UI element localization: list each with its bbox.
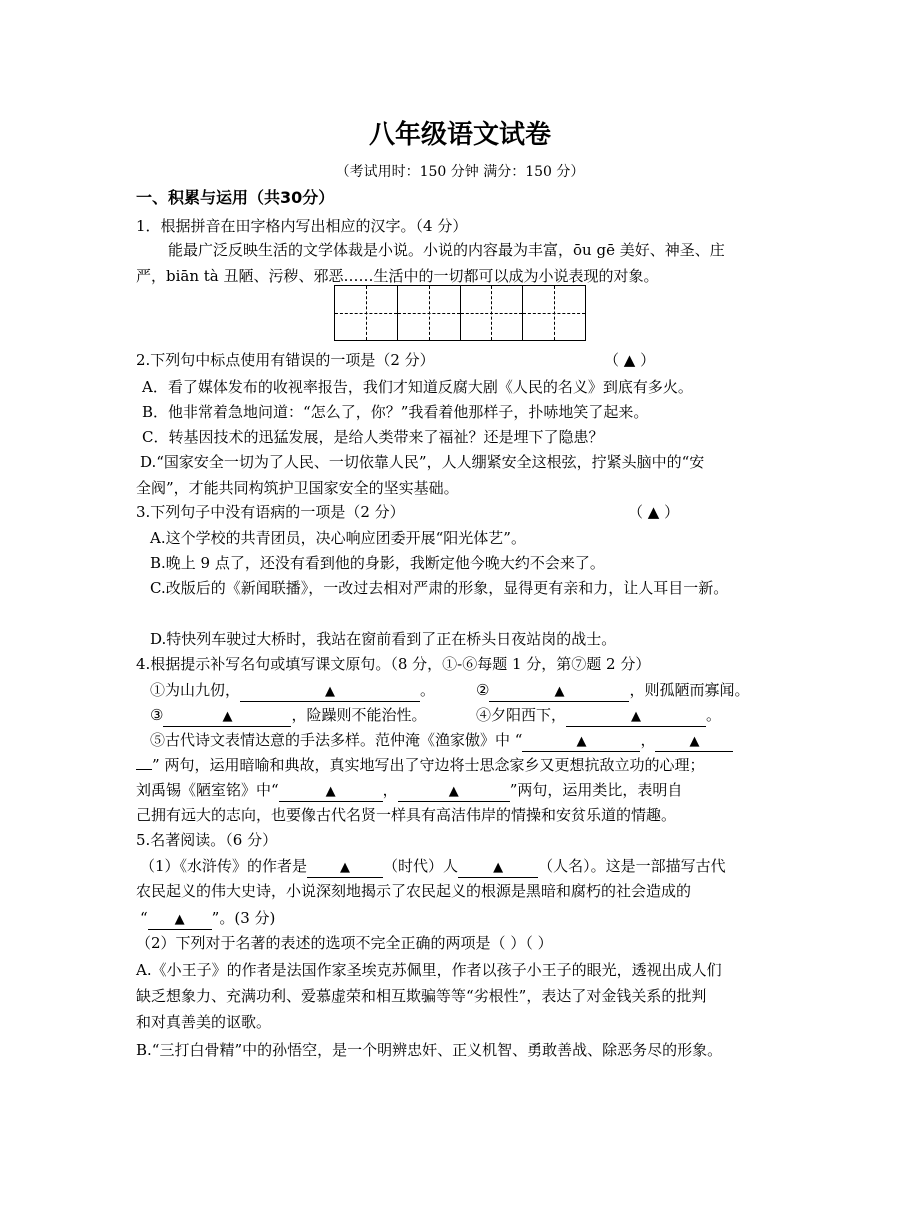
answer-blank[interactable] [458, 857, 538, 878]
q4-item-3 [150, 705, 426, 727]
q4-heading: 4.根据提示补写名句或填写课文原句。（8 分，①-⑥每题 1 分，第⑦题 2 分） [136, 655, 651, 673]
answer-blank[interactable] [163, 706, 291, 727]
answer-blank[interactable] [279, 781, 383, 802]
q1-heading: 1．根据拼音在田字格内写出相应的汉字。（4 分） [136, 217, 468, 235]
q4-item-1-end: 。 [420, 681, 436, 699]
q4-item-5-line4: 己拥有远大的志向，也要像古代名贤一样具有高洁伟岸的情操和安贫乐道的情趣。 [136, 806, 677, 824]
q4-item-3-end: ，险躁则不能治性。 [291, 706, 427, 724]
answer-blank[interactable] [136, 769, 152, 770]
triangle-marker-icon: ▲ [340, 860, 351, 875]
answer-blank[interactable] [398, 781, 510, 802]
answer-blank[interactable] [307, 857, 383, 878]
q2-option-b: B．他非常着急地问道：“怎么了，你？”我看着他那样子，扑哧地笑了起来。 [142, 403, 649, 421]
q5-option-a-line1: A.《小王子》的作者是法国作家圣埃克苏佩里，作者以孩子小王子的眼光，透视出成人们 [136, 961, 722, 979]
q4-item-4 [476, 705, 721, 727]
q4-item-2-end: ，则孤陋而寡闻。 [629, 681, 750, 699]
triangle-marker-icon: ▲ [689, 734, 700, 749]
q3-option-d: D.特快列车驶过大桥时，我站在窗前看到了正在桥头日夜站岗的战士。 [150, 630, 617, 648]
q5-part1-score: ”。(3 分) [211, 909, 276, 927]
exam-title: 八年级语文试卷 [368, 120, 551, 150]
q4-item-5 [150, 730, 733, 752]
grid-cell[interactable] [335, 286, 398, 340]
triangle-marker-icon: ▲ [325, 784, 336, 799]
q4-item-2-text: ② [476, 681, 490, 699]
q5-part1-line1 [140, 856, 726, 878]
answer-blank[interactable] [566, 706, 706, 727]
q4-item-5-line2 [136, 755, 704, 775]
quote-close: ” [152, 756, 160, 774]
q5-part1-text-c: （人名）。这是一部描写古代 [538, 857, 726, 875]
triangle-marker-icon: ▲ [325, 684, 336, 699]
q2-answer-paren[interactable]: （ ▲ ） [604, 351, 656, 369]
triangle-marker-icon: ▲ [448, 784, 459, 799]
q5-heading: 5.名著阅读。（6 分） [136, 831, 278, 849]
q4-item-5-line3 [136, 780, 682, 802]
grid-cell[interactable] [461, 286, 524, 340]
grid-cell[interactable] [398, 286, 461, 340]
q5-part1-line2: 农民起义的伟大史诗，小说深刻地揭示了农民起义的根源是黑暗和腐朽的社会造成的 [136, 882, 692, 900]
q5-option-b: B.“三打白骨精”中的孙悟空，是一个明辨忠奸、正义机智、勇敢善战、除恶务尽的形象。 [136, 1041, 723, 1059]
q5-part1-text-a: （1）《水浒传》的作者是 [140, 857, 308, 875]
q4-item-1-text: ①为山九仞， [150, 681, 241, 699]
q4-item-3-text: ③ [150, 706, 164, 724]
q2-option-a: A．看了媒体发布的收视率报告，我们才知道反腐大剧《人民的名义》到底有多火。 [142, 378, 693, 396]
q5-option-a-line2: 缺乏想象力、充满功利、爱慕虚荣和相互欺骗等等“劣根性”，表达了对金钱关系的批判 [136, 987, 707, 1005]
q4-item-5-text2-end: ”两句，运用类比，表明自 [509, 781, 683, 799]
triangle-marker-icon: ▲ [174, 912, 185, 927]
q2-option-d-line1: D.“国家安全一切为了人民、一切依靠人民”，人人绷紧安全这根弦，拧紧头脑中的“安 [140, 453, 705, 471]
answer-blank[interactable] [240, 681, 420, 702]
q5-option-a-line3: 和对真善美的讴歌。 [136, 1013, 272, 1031]
triangle-marker-icon: ▲ [554, 684, 565, 699]
triangle-marker-icon: ▲ [493, 860, 504, 875]
q4-item-5-explain: 两句，运用暗喻和典故，真实地写出了守边将士思念家乡又更想抗敌立功的心理； [159, 756, 705, 774]
q3-option-c: C.改版后的《新闻联播》，一改过去相对严肃的形象，显得更有亲和力，让人耳目一新。 [150, 579, 729, 597]
q5-part1-line3 [140, 908, 275, 930]
q4-item-2 [476, 680, 749, 702]
answer-blank[interactable] [489, 681, 629, 702]
q1-text-line2: 严，biān tà 丑陋、污秽、邪恶……生活中的一切都可以成为小说表现的对象。 [136, 267, 659, 285]
q2-heading: 2.下列句中标点使用有错误的一项是（2 分） [136, 351, 435, 369]
tianzige-grid[interactable] [334, 285, 586, 341]
q5-part1-text-b: （时代）人 [383, 857, 459, 875]
triangle-marker-icon: ▲ [576, 734, 587, 749]
triangle-marker-icon: ▲ [631, 709, 642, 724]
answer-blank[interactable] [148, 909, 212, 930]
answer-blank[interactable] [522, 731, 640, 752]
q4-item-1 [150, 680, 435, 702]
comma: ， [382, 781, 398, 799]
q5-part2-heading: （2）下列对于名著的表述的选项不完全正确的两项是（ ）（ ） [136, 934, 553, 952]
exam-subtitle: （考试用时：150 分钟 满分：150 分） [335, 164, 585, 180]
q2-option-d-line2: 全阀”，才能共同构筑护卫国家安全的坚实基础。 [136, 479, 459, 497]
triangle-marker-icon: ▲ [222, 709, 233, 724]
q3-option-b: B.晚上 9 点了，还没有看到他的身影，我断定他今晚大约不会来了。 [150, 554, 605, 572]
q3-heading: 3.下列句子中没有语病的一项是（2 分） [136, 503, 405, 521]
q2-option-c: C．转基因技术的迅猛发展，是给人类带来了福祉？还是埋下了隐患？ [142, 428, 604, 446]
grid-cell[interactable] [523, 286, 585, 340]
answer-blank[interactable] [655, 731, 733, 752]
q4-item-5-text: ⑤古代诗文表情达意的手法多样。范仲淹《渔家傲》中 “ [150, 731, 523, 749]
q1-text-line1: 能最广泛反映生活的文学体裁是小说。小说的内容最为丰富，ōu gē 美好、神圣、庄 [168, 241, 725, 259]
q3-option-a: A.这个学校的共青团员，决心响应团委开展“阳光体艺”。 [150, 529, 526, 547]
quote-open: “ [140, 909, 148, 927]
q4-item-4-end: 。 [706, 706, 722, 724]
section-heading: 一、积累与运用（共30分） [136, 188, 335, 207]
comma: ， [640, 731, 656, 749]
q4-item-5-text2: 刘禹锡《陋室铭》中“ [136, 781, 279, 799]
q3-answer-paren[interactable]: （ ▲ ） [628, 503, 680, 521]
q4-item-4-text: ④夕阳西下， [476, 706, 567, 724]
